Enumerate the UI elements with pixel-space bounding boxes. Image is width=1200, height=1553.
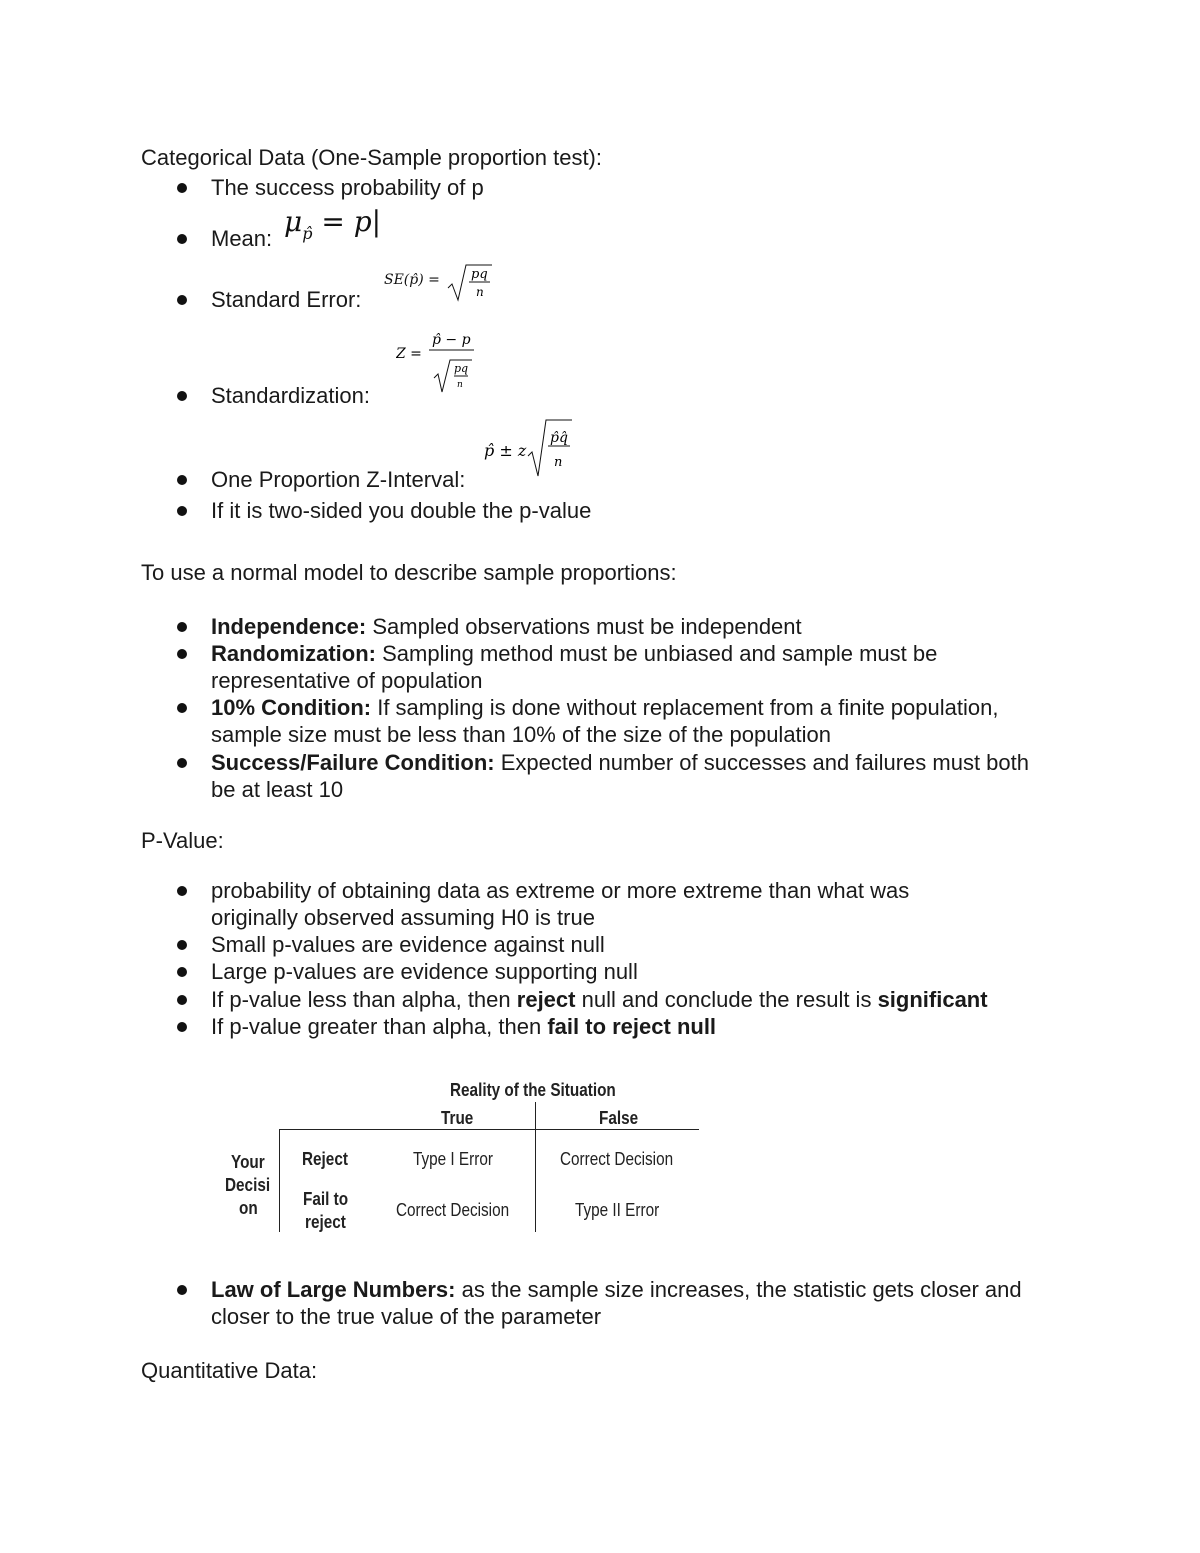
svg-text:n: n (554, 455, 563, 470)
table-title: Reality of the Situation (450, 1080, 616, 1100)
mean-formula: $\mu_{p̂} = p|$ (284, 205, 382, 243)
svg-text:p̂ ± z: p̂ ± z (484, 441, 527, 460)
cell-correct-decision-2: Correct Decision (396, 1200, 510, 1220)
reject-rule-text-a: If p-value less than alpha, then (211, 987, 517, 1012)
cell-correct-decision-1: Correct Decision (560, 1149, 674, 1169)
standard-error-formula: SE(p̂) = pq n (384, 262, 440, 278)
bullet-dot (177, 475, 187, 485)
bullet-dot (177, 995, 187, 1005)
randomization-text: Sampling method must be unbiased and sample must be representative of population (211, 641, 938, 693)
svg-text:pq: pq (454, 362, 469, 375)
independence-text: Sampled observations must be independent (366, 614, 802, 639)
reject-word: reject (516, 987, 576, 1012)
fail-rule-item (211, 1013, 716, 1040)
bullet-dot (177, 649, 187, 659)
normal-model-heading: To use a normal model to describe sample proportions: (141, 560, 677, 585)
column-false-header: False (599, 1108, 639, 1128)
bullet-dot (177, 391, 187, 401)
svg-text:n: n (476, 285, 484, 299)
lln-text: as the sample size increases, the statistic gets closer and closer to the true value of the parameter (211, 1277, 1022, 1329)
lln-label: Law of Large Numbers: (211, 1277, 456, 1302)
ten-percent-text: If sampling is done without replacement from a finite population, sample size must be less than 10% of the size of the population (211, 695, 999, 747)
table-left-rule (279, 1129, 280, 1232)
large-pvalue-item: Large p-values are evidence supporting null (211, 959, 638, 984)
independence-item (211, 613, 1081, 640)
standard-error-label: Standard Error: (211, 287, 362, 312)
pvalue-definition-item: probability of obtaining data as extreme or more extreme than what was originally observed assuming H0 is true (211, 878, 910, 930)
row-fail-label-line-2: reject (305, 1212, 346, 1232)
svg-text:p̂q̂: p̂q̂ (550, 430, 568, 446)
fail-to-reject-words: fail to reject null (547, 1014, 717, 1039)
column-true-header: True (441, 1108, 474, 1128)
bullet-dot (177, 234, 187, 244)
standardization-formula (396, 326, 486, 396)
reject-rule-item (211, 986, 988, 1013)
success-failure-item (211, 749, 1051, 803)
row-reject-label: Reject (302, 1149, 348, 1169)
pvalue-heading: P-Value: (141, 828, 224, 853)
z-interval-label: One Proportion Z-Interval: (211, 467, 466, 492)
svg-text:Z =: Z = (396, 346, 422, 362)
bullet-dot (177, 506, 187, 516)
fail-rule-text-a: If p-value greater than alpha, then (211, 1014, 548, 1039)
quantitative-heading: Quantitative Data: (141, 1358, 318, 1383)
randomization-label: Randomization: (211, 641, 376, 666)
svg-text:pq: pq (471, 267, 488, 282)
svg-text:n: n (457, 380, 463, 390)
standardization-label: Standardization: (211, 383, 370, 408)
bullet-dot (177, 622, 187, 632)
cell-type-two-error: Type II Error (575, 1200, 660, 1220)
bullet-dot (177, 940, 187, 950)
reject-rule-text-c: null and conclude the result is (575, 987, 878, 1012)
row-header-line-3: on (239, 1198, 258, 1218)
z-interval-formula (484, 416, 584, 480)
bullet-dot (177, 295, 187, 305)
bullet-dot (177, 1022, 187, 1032)
success-failure-label: Success/Failure Condition: (211, 750, 495, 775)
bullet-dot (177, 967, 187, 977)
bullet-dot (177, 758, 187, 768)
svg-text:p̂ − p: p̂ − p (432, 332, 471, 348)
success-probability-item: The success probability of p (211, 175, 484, 200)
table-horizontal-rule (279, 1129, 699, 1130)
law-of-large-numbers-item (211, 1276, 1051, 1330)
categorical-heading: Categorical Data (One-Sample proportion test): (141, 145, 602, 170)
row-header-line-1: Your (231, 1152, 265, 1172)
row-fail-label-line-1: Fail to (303, 1189, 349, 1209)
randomization-item (211, 640, 1011, 694)
bullet-dot (177, 703, 187, 713)
row-header-line-2: Decisi (225, 1175, 271, 1195)
ten-percent-item (211, 694, 1071, 748)
independence-label: Independence: (211, 614, 367, 639)
significant-word: significant (877, 987, 988, 1012)
bullet-dot (177, 886, 187, 896)
small-pvalue-item: Small p-values are evidence against null (211, 932, 605, 957)
ten-percent-label: 10% Condition: (211, 695, 372, 720)
success-failure-text: Expected number of successes and failures must both be at least 10 (211, 750, 1030, 802)
cell-type-one-error: Type I Error (413, 1149, 493, 1169)
bullet-dot (177, 183, 187, 193)
sqrt-symbol (446, 262, 494, 302)
bullet-dot (177, 1285, 187, 1295)
mean-label: Mean: (211, 226, 273, 251)
two-sided-item: If it is two-sided you double the p-value (211, 498, 592, 523)
table-middle-rule (535, 1102, 536, 1232)
